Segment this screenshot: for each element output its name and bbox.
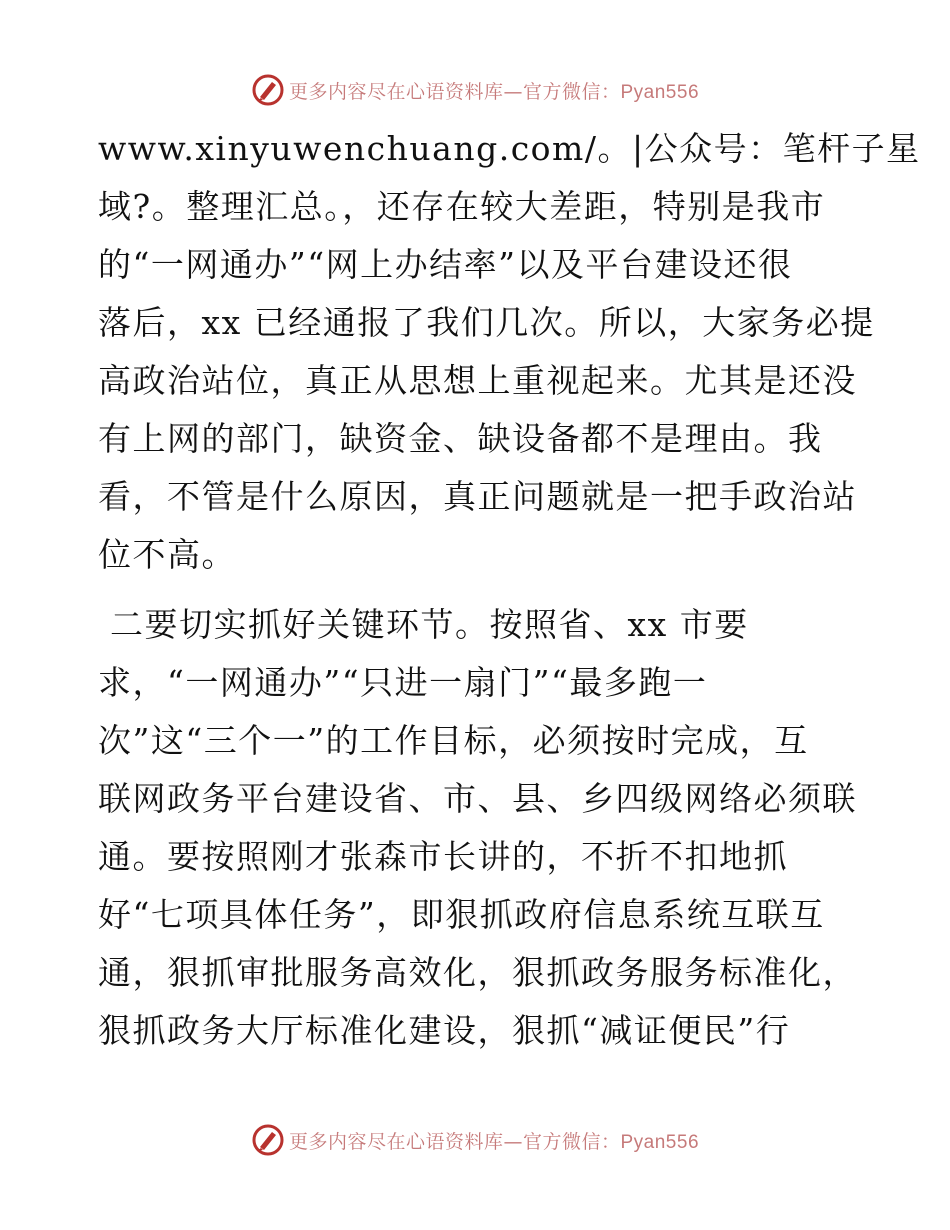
text-line: 位不高。 bbox=[98, 535, 236, 574]
footer-wechat-label: 官方微信： bbox=[522, 1130, 621, 1153]
header-banner bbox=[0, 70, 950, 110]
text-line: www.xinyuwenchuang.com/。|公众号：笔杆子星 bbox=[98, 129, 921, 168]
text-line: 次”这“三个一”的工作目标，必须按时完成，互 bbox=[98, 721, 809, 760]
brand-logo-icon bbox=[251, 73, 285, 107]
footer-banner bbox=[0, 1120, 950, 1160]
text-line: 看，不管是什么原因，真正问题就是一把手政治站 bbox=[98, 477, 857, 516]
text-line: 通。要按照刚才张森市长讲的，不折不扣地抓 bbox=[98, 837, 788, 876]
document-body bbox=[98, 120, 921, 1060]
header-banner-title: 更多内容尽在心语资料库 bbox=[288, 80, 504, 103]
text-line: 域?。整理汇总。，还存在较大差距，特别是我市 bbox=[98, 187, 826, 226]
brand-logo-icon bbox=[251, 1123, 285, 1157]
text-line: 落后，xx 已经通报了我们几次。所以，大家务必提 bbox=[98, 303, 875, 342]
text-line: 二要切实抓好关键环节。按照省、xx 市要 bbox=[110, 605, 749, 644]
footer-wechat-id: Pyan556 bbox=[620, 1131, 700, 1153]
footer-banner-title: 更多内容尽在心语资料库 bbox=[288, 1130, 504, 1153]
text-line: 高政治站位，真正从思想上重视起来。尤其是还没 bbox=[98, 361, 857, 400]
text-line: 狠抓政务大厅标准化建设，狠抓“减证便民”行 bbox=[98, 1011, 791, 1050]
text-line: 通，狠抓审批服务高效化，狠抓政务服务标准化， bbox=[98, 953, 857, 992]
header-wechat-label: 官方微信： bbox=[522, 80, 621, 103]
text-line: 有上网的部门，缺资金、缺设备都不是理由。我 bbox=[98, 419, 823, 458]
text-line: 的“一网通办”“网上办结率”以及平台建设还很 bbox=[98, 245, 793, 284]
paragraph-1 bbox=[98, 120, 921, 584]
footer-banner-text bbox=[289, 1127, 699, 1154]
text-line: 求，“一网通办”“只进一扇门”“最多跑一 bbox=[98, 663, 708, 702]
text-line: 联网政务平台建设省、市、县、乡四级网络必须联 bbox=[98, 779, 857, 818]
paragraph-spacer bbox=[98, 584, 858, 596]
header-banner-text bbox=[289, 77, 699, 104]
paragraph-2 bbox=[98, 596, 858, 1060]
header-banner-dash: — bbox=[503, 80, 523, 103]
header-wechat-id: Pyan556 bbox=[620, 81, 700, 103]
footer-banner-dash: — bbox=[503, 1130, 523, 1153]
text-line: 好“七项具体任务”，即狠抓政府信息系统互联互 bbox=[98, 895, 825, 934]
